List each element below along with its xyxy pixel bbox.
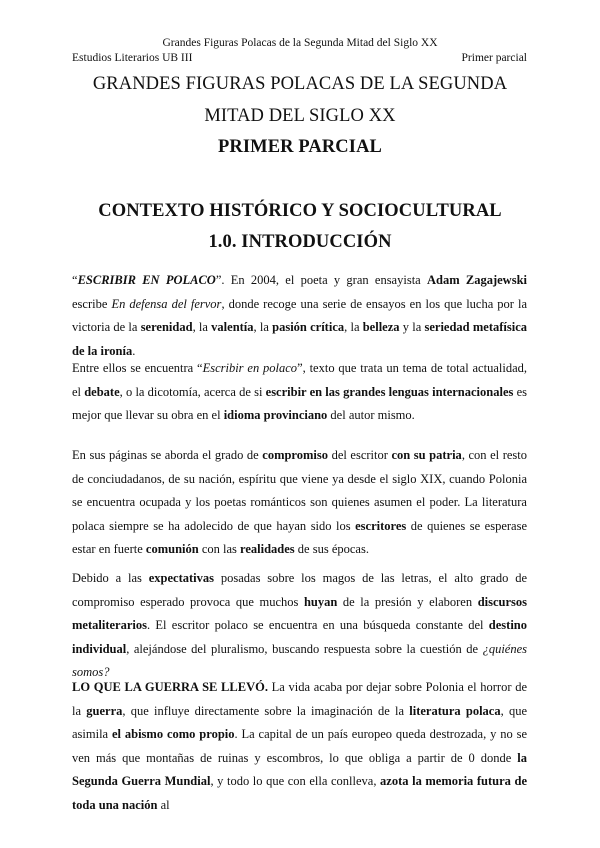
subsection-heading: 1.0. INTRODUCCIÓN bbox=[208, 232, 392, 252]
running-header-title: Grandes Figuras Polacas de la Segunda Mitad del Siglo XX bbox=[162, 37, 438, 49]
running-header-exam: Primer parcial bbox=[461, 52, 527, 64]
paragraph-guerra: LO QUE LA GUERRA SE LLEVÓ. La vida acaba por dejar sobre Polonia el horror de la guerra, que influye directamente sobre la imaginación de la literatura polaca, que asimila el abismo como propio. La capital de un país europeo queda destrozada, y no se ven más que montañas de ruinas y escombros, lo que obliga a partir de 0 donde la Segunda Guerra Mundial, y todo lo que con ella conlleva, azota la memoria futura de toda una nación al bbox=[72, 680, 528, 812]
document-title-line-1: GRANDES FIGURAS POLACAS DE LA SEGUNDA bbox=[92, 74, 508, 94]
document-title-line-2: MITAD DEL SIGLO XX bbox=[204, 106, 396, 126]
paragraph-intro: “ESCRIBIR EN POLACO”. En 2004, el poeta y gran ensayista Adam Zagajewski escribe En defensa del fervor, donde recoge una serie de ensayos en los que lucha por la victoria de la serenidad, la valentía, la pasión crítica, la belleza y la seriedad metafísica de la ironía. bbox=[72, 273, 528, 358]
running-header-row bbox=[72, 51, 527, 65]
paragraph-compromiso: En sus páginas se aborda el grado de compromiso del escritor con su patria, con el resto de conciudadanos, de su nación, espíritu que viene ya desde el siglo XIX, cuando Polonia se encuentra ocupada y los poetas románticos son quienes asumen el poder. La literatura polaca siempre se ha adolecido de que hayan sido los escritores de quienes se esperase estar en fuerte comunión con las realidades de sus épocas. bbox=[72, 448, 527, 557]
running-header-course: Estudios Literarios UB III bbox=[72, 52, 193, 64]
document-subtitle: PRIMER PARCIAL bbox=[218, 137, 382, 157]
section-heading: CONTEXTO HISTÓRICO Y SOCIOCULTURAL bbox=[98, 201, 502, 221]
paragraph-escribir-en-polaco: Entre ellos se encuentra “Escribir en polaco”, texto que trata un tema de total actualidad, el debate, o la dicotomía, acerca de si escribir en las grandes lenguas internacionales es mejor que llevar su obra en el idioma provinciano del autor mismo. bbox=[72, 361, 527, 423]
paragraph-expectativas: Debido a las expectativas posadas sobre los magos de las letras, el alto grado de compromiso esperado provoca que muchos huyan de la presión y elaboren discursos metaliterarios. El escritor polaco se encuentra en una búsqueda constante del destino individual, alejándose del pluralismo, buscando respuesta sobre la cuestión de ¿quiénes somos? bbox=[72, 571, 528, 680]
